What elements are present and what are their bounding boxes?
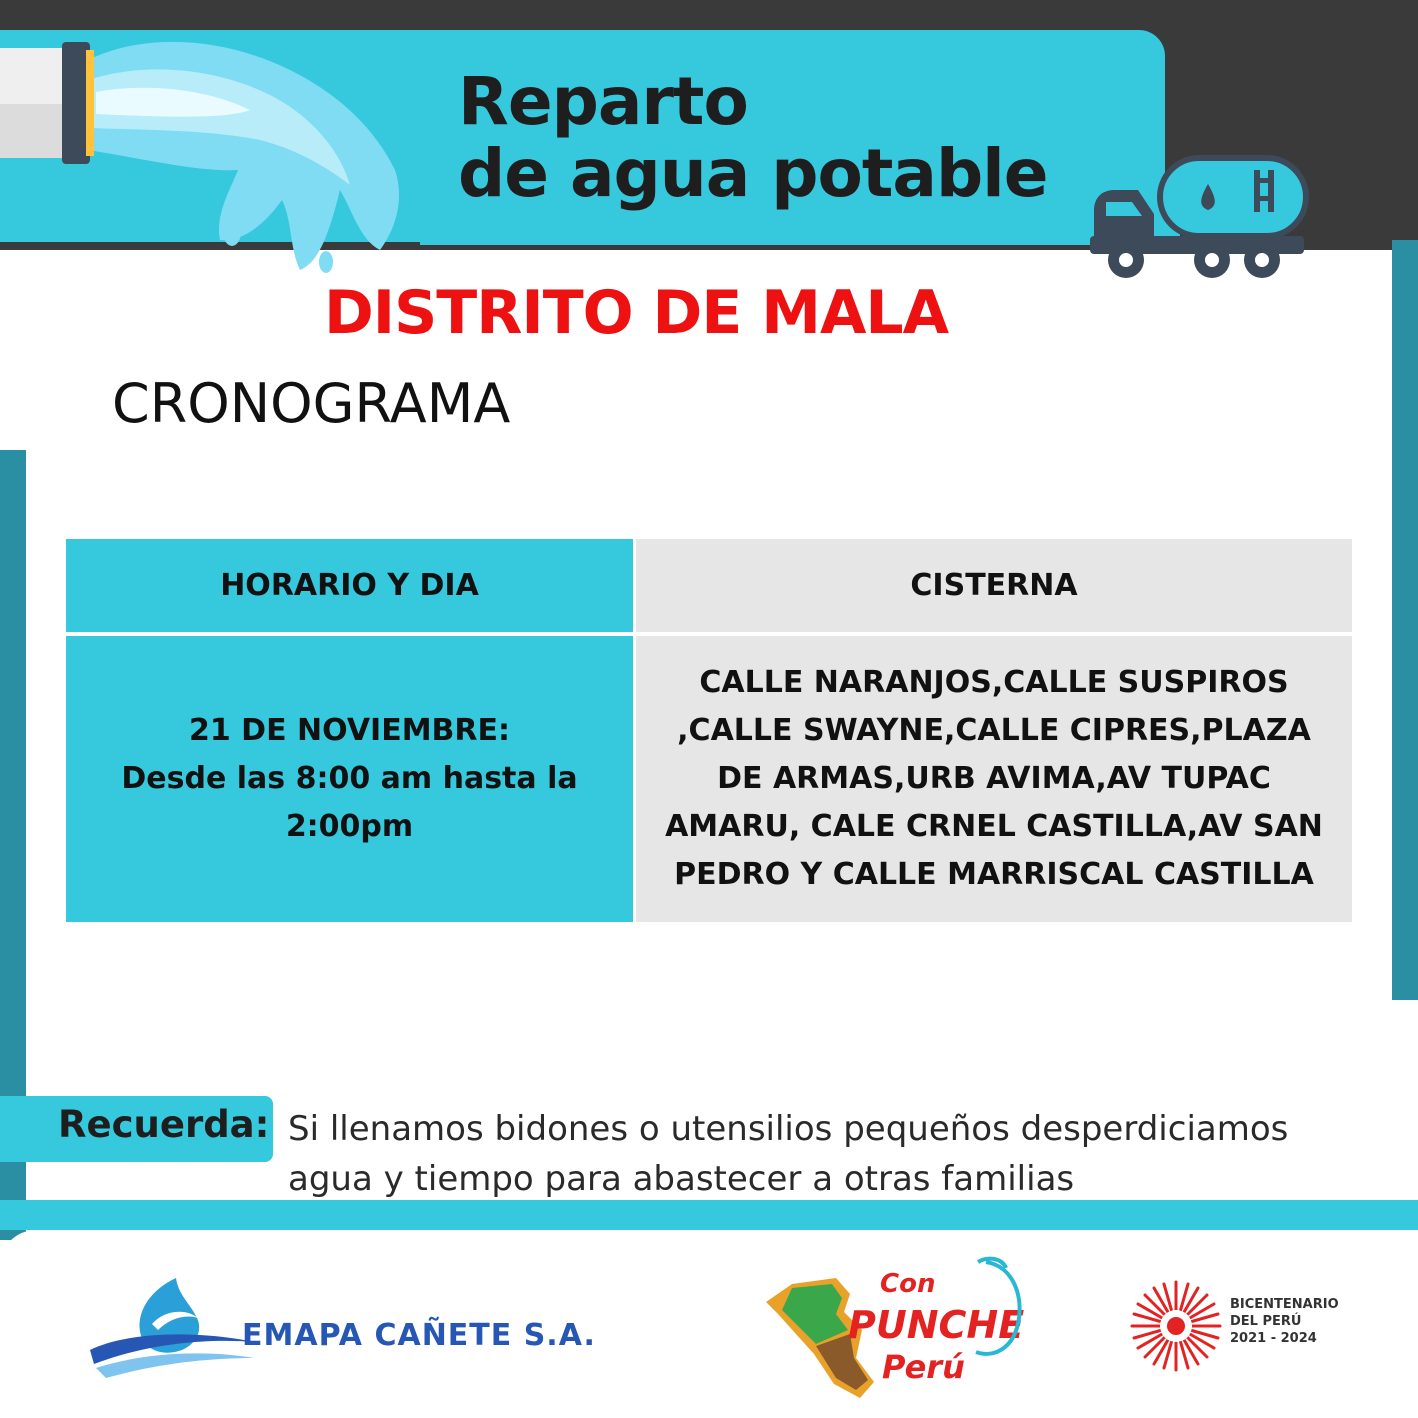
schedule-subtitle: CRONOGRAMA <box>112 372 511 435</box>
page-title <box>458 63 1048 212</box>
water-pipe-icon <box>0 0 440 290</box>
punche-word-con: Con <box>880 1269 936 1299</box>
district-heading: DISTRITO DE MALA <box>323 278 949 348</box>
punche-word-main: PUNCHE <box>848 1303 1025 1347</box>
peru-map-icon <box>756 1254 1028 1406</box>
right-side-stripe <box>1392 240 1418 1000</box>
punche-word-peru: Perú <box>882 1348 965 1386</box>
bicentenario-line-1: BICENTENARIO <box>1230 1297 1339 1312</box>
table-header-cistern: CISTERNA <box>636 539 1352 632</box>
bicentenario-line-2: DEL PERÚ <box>1230 1314 1302 1329</box>
table-cell-schedule <box>66 636 633 922</box>
notice-label: Recuerda: <box>58 1103 270 1146</box>
water-truck-icon <box>1088 150 1310 284</box>
table-cell-locations: CALLE NARANJOS,CALLE SUSPIROS ,CALLE SWAYNE,CALLE CIPRES,PLAZA DE ARMAS,URB AVIMA,AV TUPAC AMARU, CALE CRNEL CASTILLA,AV SAN PEDRO Y CALLE MARRISCAL CASTILLA <box>636 636 1352 922</box>
notice-text: Si llenamos bidones o utensilios pequeños desperdiciamos agua y tiempo para abastecer a otras familias <box>288 1109 1289 1199</box>
schedule-hours: Desde las 8:00 am hasta la 2:00pm <box>121 761 578 844</box>
schedule-date: 21 DE NOVIEMBRE: <box>188 713 511 748</box>
bicentenario-text <box>1230 1296 1339 1347</box>
emapa-logo-icon <box>86 1272 256 1384</box>
bicentenario-line-3: 2021 - 2024 <box>1230 1331 1317 1346</box>
emapa-logo-text: EMAPA CAÑETE S.A. <box>242 1318 596 1353</box>
title-line-2: de agua potable <box>458 135 1048 212</box>
bicentenario-emblem-icon <box>1126 1276 1226 1376</box>
bottom-cyan-band <box>0 1200 1418 1230</box>
schedule-table <box>66 539 1352 922</box>
table-header-schedule: HORARIO Y DIA <box>66 539 633 632</box>
title-line-1: Reparto <box>458 63 748 140</box>
